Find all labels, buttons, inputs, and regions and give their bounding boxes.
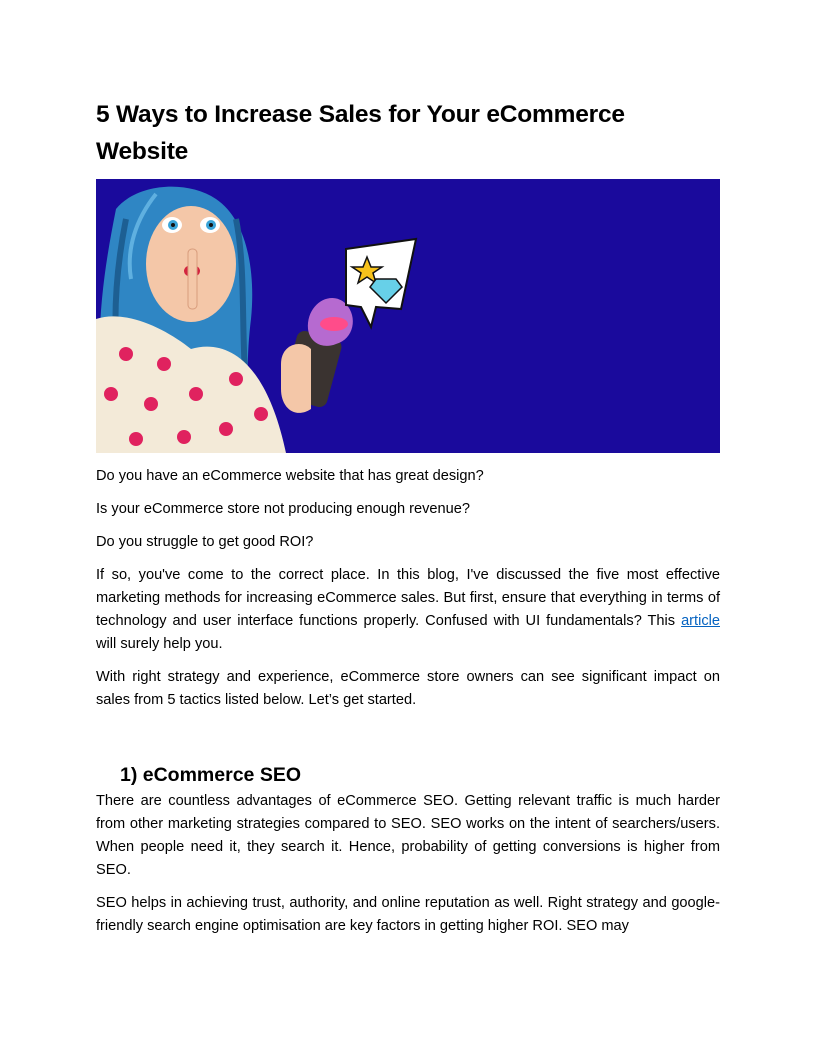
question-paragraph-1: Do you have an eCommerce website that has great design? bbox=[96, 468, 484, 484]
seo-paragraph-2: SEO helps in achieving trust, authority, and online reputation as well. Right strategy and google-friendly search engine optimisation are key factors in getting higher ROI. SEO may bbox=[96, 895, 720, 934]
intro-paragraph bbox=[96, 564, 720, 656]
hero-illustration-art bbox=[96, 179, 720, 453]
section-heading-seo: 1) eCommerce SEO bbox=[120, 764, 301, 786]
article-title-line-2: Website bbox=[96, 138, 189, 165]
question-paragraph-2: Is your eCommerce store not producing enough revenue? bbox=[96, 501, 470, 517]
strategy-paragraph: With right strategy and experience, eCommerce store owners can see significant impact on sales from 5 tactics listed below. Let’s get started. bbox=[96, 669, 720, 708]
intro-text: If so, you've come to the correct place. In this blog, I've discussed the five most effective marketing methods for increasing eCommerce sales. But first, ensure that everything in terms of technology and user interface functions properly. Confused with UI fundamentals? This bbox=[96, 567, 720, 629]
hero-illustration bbox=[96, 179, 720, 453]
document-page bbox=[96, 96, 720, 938]
intro-text-end: will surely help you. bbox=[96, 636, 223, 652]
seo-paragraph-1: There are countless advantages of eCommerce SEO. Getting relevant traffic is much harder from other marketing strategies compared to SEO. SEO works on the intent of searchers/users. When people need it, they search it. Hence, probability of getting conversions is higher from SEO. bbox=[96, 793, 720, 878]
article-title bbox=[96, 96, 720, 170]
article-link[interactable]: article bbox=[681, 613, 720, 629]
question-paragraph-3: Do you struggle to get good ROI? bbox=[96, 534, 314, 550]
article-title-line-1: 5 Ways to Increase Sales for Your eCommerce bbox=[96, 101, 625, 128]
